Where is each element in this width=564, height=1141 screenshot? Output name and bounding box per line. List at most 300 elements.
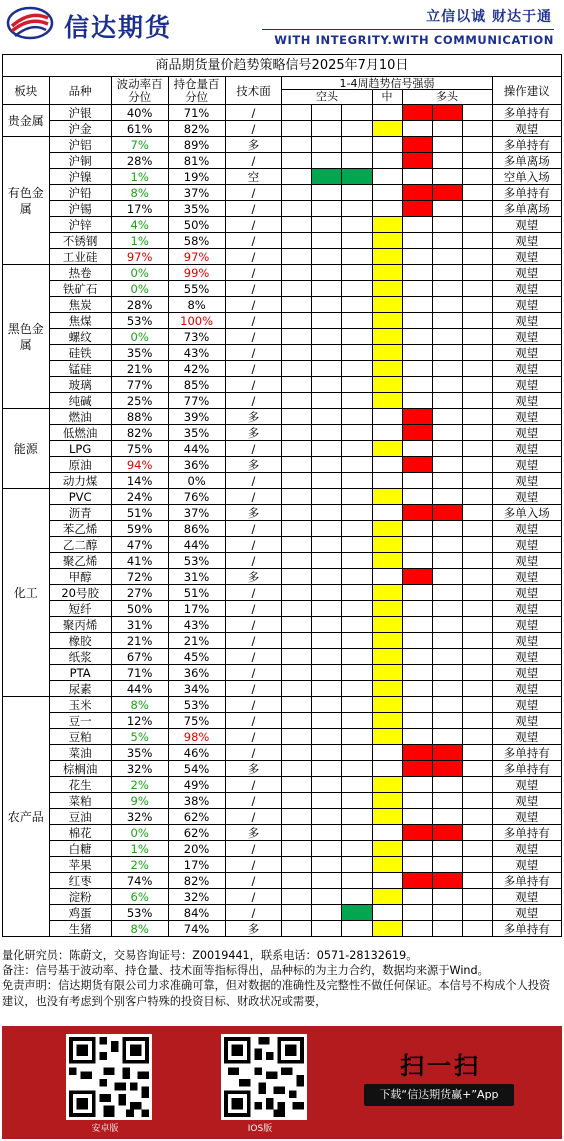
signal-cell-1 (282, 313, 312, 329)
signal-cell-3 (342, 217, 372, 233)
signal-cell-4 (372, 569, 402, 585)
signal-cell-5 (402, 889, 432, 905)
signal-cell-6 (432, 633, 462, 649)
table-row (3, 825, 562, 841)
table-row (3, 521, 562, 537)
advice-cell: 观望 (492, 121, 561, 137)
table-row (3, 249, 562, 265)
volatility-cell: 0% (111, 825, 168, 841)
signal-cell-7 (462, 809, 492, 825)
signal-cell-6 (432, 361, 462, 377)
variety-cell: 沪银 (49, 105, 111, 121)
advice-cell: 多单入场 (492, 505, 561, 521)
volatility-cell: 72% (111, 569, 168, 585)
signal-cell-2 (312, 473, 342, 489)
signal-cell-3 (342, 441, 372, 457)
signal-cell-5 (402, 809, 432, 825)
signal-cell-6 (432, 297, 462, 313)
signal-cell-4 (372, 521, 402, 537)
signal-cell-3 (342, 713, 372, 729)
signal-cell-1 (282, 633, 312, 649)
signal-cell-6 (432, 153, 462, 169)
table-row (3, 793, 562, 809)
signal-cell-4 (372, 633, 402, 649)
signal-cell-2 (312, 649, 342, 665)
variety-cell: 苯乙烯 (49, 521, 111, 537)
volatility-cell: 67% (111, 649, 168, 665)
open-interest-cell: 36% (168, 457, 225, 473)
signal-cell-6 (432, 777, 462, 793)
table-row (3, 329, 562, 345)
variety-cell: 尿素 (49, 681, 111, 697)
company-name: 信达期货 (64, 13, 173, 42)
signal-table (2, 54, 562, 937)
signal-cell-1 (282, 841, 312, 857)
signal-cell-7 (462, 441, 492, 457)
variety-cell: 短纤 (49, 601, 111, 617)
table-row (3, 169, 562, 185)
open-interest-cell: 39% (168, 409, 225, 425)
signal-cell-3 (342, 617, 372, 633)
signal-cell-5 (402, 521, 432, 537)
technical-cell: 多 (225, 921, 282, 937)
table-row (3, 313, 562, 329)
signal-cell-5 (402, 697, 432, 713)
technical-cell: / (225, 473, 282, 489)
open-interest-cell: 38% (168, 793, 225, 809)
signal-cell-3 (342, 457, 372, 473)
volatility-cell: 0% (111, 265, 168, 281)
volatility-cell: 35% (111, 345, 168, 361)
signal-cell-7 (462, 313, 492, 329)
signal-cell-3 (342, 201, 372, 217)
signal-cell-6 (432, 265, 462, 281)
signal-cell-5 (402, 777, 432, 793)
signal-cell-4 (372, 121, 402, 137)
advice-cell: 观望 (492, 697, 561, 713)
variety-cell: 低燃油 (49, 425, 111, 441)
advice-cell: 观望 (492, 681, 561, 697)
signal-cell-2 (312, 505, 342, 521)
advice-cell: 观望 (492, 857, 561, 873)
signal-cell-1 (282, 665, 312, 681)
volatility-cell: 40% (111, 105, 168, 121)
signal-cell-7 (462, 121, 492, 137)
advice-cell: 观望 (492, 297, 561, 313)
advice-cell: 观望 (492, 617, 561, 633)
signal-cell-5 (402, 905, 432, 921)
table-row (3, 649, 562, 665)
signal-cell-7 (462, 377, 492, 393)
signal-cell-3 (342, 921, 372, 937)
advice-cell: 观望 (492, 553, 561, 569)
signal-cell-6 (432, 729, 462, 745)
technical-cell: 多 (225, 569, 282, 585)
signal-cell-2 (312, 425, 342, 441)
signal-cell-5 (402, 921, 432, 937)
advice-cell: 观望 (492, 521, 561, 537)
open-interest-cell: 85% (168, 377, 225, 393)
technical-cell: / (225, 905, 282, 921)
signal-cell-7 (462, 873, 492, 889)
signal-cell-2 (312, 617, 342, 633)
variety-cell: 棕榈油 (49, 761, 111, 777)
signal-cell-6 (432, 857, 462, 873)
signal-cell-5 (402, 617, 432, 633)
signal-cell-4 (372, 185, 402, 201)
signal-cell-7 (462, 745, 492, 761)
table-row (3, 809, 562, 825)
signal-cell-5 (402, 857, 432, 873)
signal-cell-1 (282, 489, 312, 505)
signal-cell-4 (372, 361, 402, 377)
open-interest-cell: 8% (168, 297, 225, 313)
variety-cell: 燃油 (49, 409, 111, 425)
header-sector: 板块 (3, 77, 50, 105)
download-app-button[interactable]: 下载“信达期货赢+”App (364, 1084, 514, 1106)
signal-cell-1 (282, 329, 312, 345)
variety-cell: 沪镍 (49, 169, 111, 185)
technical-cell: / (225, 633, 282, 649)
ios-qr-icon[interactable] (221, 1034, 307, 1120)
signal-cell-4 (372, 233, 402, 249)
variety-cell: 焦炭 (49, 297, 111, 313)
open-interest-cell: 62% (168, 809, 225, 825)
open-interest-cell: 20% (168, 841, 225, 857)
signal-cell-6 (432, 569, 462, 585)
table-row (3, 633, 562, 649)
variety-cell: 菜油 (49, 745, 111, 761)
signal-cell-6 (432, 457, 462, 473)
technical-cell: 多 (225, 505, 282, 521)
signal-cell-4 (372, 857, 402, 873)
open-interest-cell: 32% (168, 889, 225, 905)
signal-cell-4 (372, 809, 402, 825)
volatility-cell: 53% (111, 313, 168, 329)
table-row (3, 297, 562, 313)
signal-cell-4 (372, 473, 402, 489)
signal-cell-2 (312, 105, 342, 121)
volatility-cell: 1% (111, 841, 168, 857)
advice-cell: 观望 (492, 537, 561, 553)
technical-cell: / (225, 361, 282, 377)
signal-cell-5 (402, 233, 432, 249)
signal-cell-2 (312, 169, 342, 185)
advice-cell: 观望 (492, 889, 561, 905)
table-row (3, 889, 562, 905)
advice-cell: 多单持有 (492, 761, 561, 777)
signal-cell-2 (312, 329, 342, 345)
advice-cell: 观望 (492, 665, 561, 681)
signal-cell-5 (402, 217, 432, 233)
signal-cell-7 (462, 521, 492, 537)
technical-cell: / (225, 329, 282, 345)
signal-cell-5 (402, 713, 432, 729)
variety-cell: 淀粉 (49, 889, 111, 905)
variety-cell: LPG (49, 441, 111, 457)
signal-cell-3 (342, 169, 372, 185)
advice-cell: 多单持有 (492, 105, 561, 121)
variety-cell: 生猪 (49, 921, 111, 937)
volatility-cell: 5% (111, 729, 168, 745)
technical-cell: / (225, 201, 282, 217)
open-interest-cell: 17% (168, 601, 225, 617)
signal-cell-1 (282, 761, 312, 777)
volatility-cell: 44% (111, 681, 168, 697)
signal-cell-7 (462, 249, 492, 265)
signal-cell-2 (312, 873, 342, 889)
signal-cell-3 (342, 297, 372, 313)
open-interest-cell: 53% (168, 553, 225, 569)
signal-cell-4 (372, 665, 402, 681)
table-row (3, 905, 562, 921)
signal-cell-4 (372, 761, 402, 777)
variety-cell: 20号胶 (49, 585, 111, 601)
open-interest-cell: 77% (168, 393, 225, 409)
table-row (3, 569, 562, 585)
volatility-cell: 31% (111, 617, 168, 633)
variety-cell: 不锈钢 (49, 233, 111, 249)
signal-cell-4 (372, 793, 402, 809)
technical-cell: / (225, 793, 282, 809)
signal-cell-5 (402, 473, 432, 489)
signal-cell-6 (432, 121, 462, 137)
signal-cell-1 (282, 617, 312, 633)
signal-cell-1 (282, 361, 312, 377)
signal-cell-2 (312, 137, 342, 153)
signal-cell-3 (342, 185, 372, 201)
signal-cell-2 (312, 633, 342, 649)
signal-cell-5 (402, 345, 432, 361)
signal-cell-4 (372, 745, 402, 761)
signal-cell-1 (282, 169, 312, 185)
signal-cell-4 (372, 377, 402, 393)
signal-cell-5 (402, 201, 432, 217)
signal-cell-4 (372, 249, 402, 265)
table-row (3, 409, 562, 425)
signal-cell-3 (342, 569, 372, 585)
signal-cell-7 (462, 473, 492, 489)
signal-cell-1 (282, 777, 312, 793)
signal-cell-7 (462, 793, 492, 809)
advice-cell: 观望 (492, 377, 561, 393)
signal-cell-3 (342, 665, 372, 681)
signal-cell-1 (282, 281, 312, 297)
volatility-cell: 8% (111, 921, 168, 937)
technical-cell: / (225, 441, 282, 457)
open-interest-cell: 35% (168, 201, 225, 217)
advice-cell: 观望 (492, 793, 561, 809)
signal-cell-2 (312, 681, 342, 697)
variety-cell: 花生 (49, 777, 111, 793)
open-interest-cell: 58% (168, 233, 225, 249)
table-row (3, 841, 562, 857)
signal-cell-6 (432, 601, 462, 617)
signal-cell-2 (312, 585, 342, 601)
advice-cell: 观望 (492, 345, 561, 361)
signal-cell-6 (432, 553, 462, 569)
volatility-cell: 51% (111, 505, 168, 521)
open-interest-cell: 53% (168, 697, 225, 713)
signal-cell-4 (372, 329, 402, 345)
signal-cell-2 (312, 889, 342, 905)
signal-cell-5 (402, 249, 432, 265)
signal-cell-7 (462, 777, 492, 793)
signal-cell-6 (432, 521, 462, 537)
open-interest-cell: 81% (168, 153, 225, 169)
table-row (3, 281, 562, 297)
open-interest-cell: 82% (168, 121, 225, 137)
variety-cell: 热卷 (49, 265, 111, 281)
technical-cell: 空 (225, 169, 282, 185)
open-interest-cell: 19% (168, 169, 225, 185)
volatility-cell: 71% (111, 665, 168, 681)
open-interest-cell: 74% (168, 921, 225, 937)
advice-cell: 多单持有 (492, 921, 561, 937)
open-interest-cell: 75% (168, 713, 225, 729)
signal-cell-2 (312, 489, 342, 505)
volatility-cell: 1% (111, 233, 168, 249)
technical-cell: / (225, 857, 282, 873)
variety-cell: 苹果 (49, 857, 111, 873)
signal-cell-4 (372, 393, 402, 409)
signal-cell-2 (312, 665, 342, 681)
signal-cell-7 (462, 633, 492, 649)
header-long: 多头 (402, 90, 492, 105)
technical-cell: 多 (225, 409, 282, 425)
advice-cell: 观望 (492, 233, 561, 249)
sector-cell: 贵金属 (3, 105, 50, 137)
signal-cell-1 (282, 377, 312, 393)
table-row (3, 105, 562, 121)
advice-cell: 观望 (492, 425, 561, 441)
signal-cell-6 (432, 617, 462, 633)
table-row (3, 361, 562, 377)
signal-cell-6 (432, 697, 462, 713)
signal-cell-3 (342, 905, 372, 921)
header-variety: 品种 (49, 77, 111, 105)
signal-cell-7 (462, 553, 492, 569)
technical-cell: / (225, 713, 282, 729)
volatility-cell: 12% (111, 713, 168, 729)
variety-cell: PVC (49, 489, 111, 505)
signal-cell-5 (402, 729, 432, 745)
technical-cell: / (225, 729, 282, 745)
signal-cell-6 (432, 313, 462, 329)
signal-cell-5 (402, 457, 432, 473)
advice-cell: 观望 (492, 393, 561, 409)
ios-label: IOS版 (247, 1124, 273, 1134)
signal-cell-1 (282, 201, 312, 217)
open-interest-cell: 100% (168, 313, 225, 329)
table-row (3, 857, 562, 873)
advice-cell: 观望 (492, 473, 561, 489)
table-row (3, 921, 562, 937)
technical-cell: / (225, 841, 282, 857)
signal-cell-5 (402, 505, 432, 521)
signal-cell-3 (342, 649, 372, 665)
sector-cell: 能源 (3, 409, 50, 489)
signal-cell-1 (282, 809, 312, 825)
signal-cell-3 (342, 793, 372, 809)
signal-cell-1 (282, 265, 312, 281)
signal-cell-6 (432, 185, 462, 201)
signal-cell-1 (282, 217, 312, 233)
signal-cell-7 (462, 217, 492, 233)
signal-cell-1 (282, 921, 312, 937)
table-row (3, 553, 562, 569)
table-row (3, 425, 562, 441)
signal-cell-1 (282, 889, 312, 905)
signal-cell-2 (312, 841, 342, 857)
table-row (3, 473, 562, 489)
table-row (3, 137, 562, 153)
table-row (3, 617, 562, 633)
technical-cell: / (225, 377, 282, 393)
signal-cell-1 (282, 153, 312, 169)
volatility-cell: 61% (111, 121, 168, 137)
signal-cell-1 (282, 793, 312, 809)
technical-cell: / (225, 297, 282, 313)
open-interest-cell: 82% (168, 873, 225, 889)
signal-cell-3 (342, 345, 372, 361)
company-logo-icon (6, 6, 54, 40)
signal-cell-6 (432, 713, 462, 729)
volatility-cell: 32% (111, 809, 168, 825)
table-row (3, 585, 562, 601)
signal-cell-3 (342, 889, 372, 905)
android-qr-icon[interactable] (66, 1034, 152, 1120)
volatility-cell: 2% (111, 857, 168, 873)
open-interest-cell: 86% (168, 521, 225, 537)
open-interest-cell: 37% (168, 185, 225, 201)
advice-cell: 多单持有 (492, 137, 561, 153)
advice-cell: 观望 (492, 265, 561, 281)
signal-cell-2 (312, 553, 342, 569)
table-row (3, 457, 562, 473)
signal-cell-3 (342, 265, 372, 281)
signal-cell-2 (312, 313, 342, 329)
signal-cell-5 (402, 313, 432, 329)
signal-cell-2 (312, 713, 342, 729)
table-row (3, 393, 562, 409)
signal-cell-3 (342, 329, 372, 345)
volatility-cell: 47% (111, 537, 168, 553)
open-interest-cell: 49% (168, 777, 225, 793)
header-open-interest: 持仓量百分位 (168, 77, 225, 105)
variety-cell: 棉花 (49, 825, 111, 841)
signal-cell-3 (342, 361, 372, 377)
signal-cell-4 (372, 345, 402, 361)
signal-cell-6 (432, 329, 462, 345)
signal-cell-6 (432, 489, 462, 505)
advice-cell: 多单持有 (492, 185, 561, 201)
signal-cell-6 (432, 793, 462, 809)
signal-cell-2 (312, 201, 342, 217)
open-interest-cell: 54% (168, 761, 225, 777)
signal-cell-5 (402, 409, 432, 425)
volatility-cell: 24% (111, 489, 168, 505)
signal-cell-4 (372, 409, 402, 425)
table-row (3, 745, 562, 761)
technical-cell: / (225, 393, 282, 409)
signal-cell-1 (282, 185, 312, 201)
technical-cell: / (225, 585, 282, 601)
notes-section (2, 948, 558, 1009)
variety-cell: 甲醇 (49, 569, 111, 585)
open-interest-cell: 97% (168, 249, 225, 265)
signal-cell-2 (312, 281, 342, 297)
